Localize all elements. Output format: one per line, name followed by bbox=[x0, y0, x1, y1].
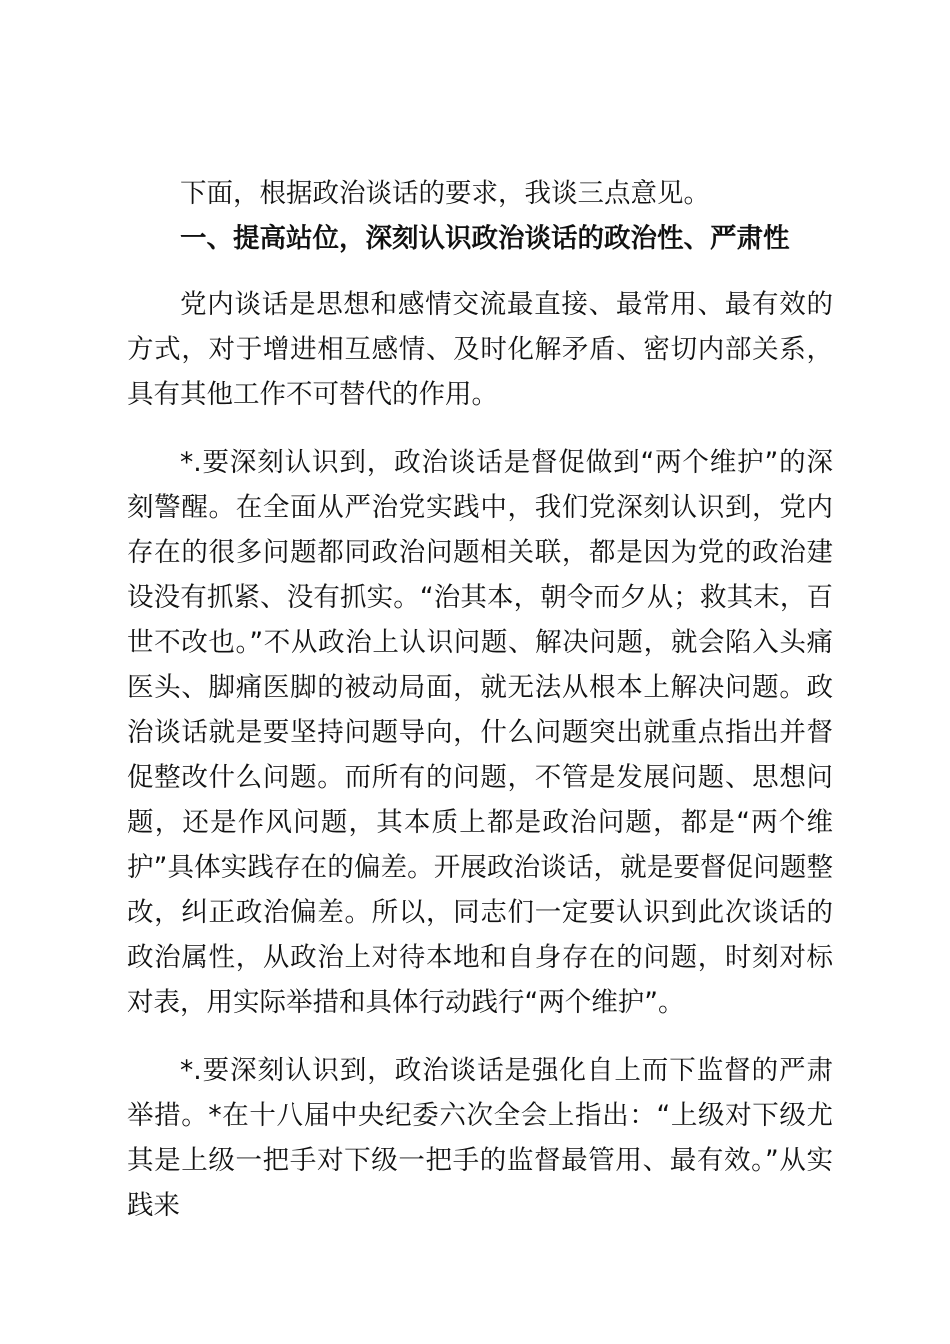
paragraph-2: *.要深刻认识到，政治谈话是督促做到“两个维护”的深刻警醒。在全面从严治党实践中，我们党深刻认识到，党内存在的很多问题都同政治问题相关联，都是因为党的政治建设没有抓紧、没有抓实。“治其本，朝令而夕从；救其末，百世不改也。”不从政治上认识问题、解决问题，就会陷入头痛医头、脚痛医脚的被动局面，就无法从根本上解决问题。政治谈话就是要坚持问题导向，什么问题突出就重点指出并督促整改什么问题。而所有的问题，不管是发展问题、思想问题，还是作风问题，其本质上都是政治问题，都是“两个维护”具体实践存在的偏差。开展政治谈话，就是要督促问题整改，纠正政治偏差。所以，同志们一定要认识到此次谈话的政治属性，从政治上对待本地和自身存在的问题，时刻对标对表，用实际举措和具体行动践行“两个维护”。 bbox=[127, 447, 833, 1018]
paragraph-1: 党内谈话是思想和感情交流最直接、最常用、最有效的方式，对于增进相互感情、及时化解矛盾、密切内部关系，具有其他工作不可替代的作用。 bbox=[127, 289, 833, 410]
paragraph-3: *.要深刻认识到，政治谈话是强化自上而下监督的严肃举措。*在十八届中央纪委六次全会上指出：“上级对下级尤其是上级一把手对下级一把手的监督最管用、最有效。”从实践来 bbox=[127, 1055, 833, 1221]
section-heading-1: 一、提高站位，深刻认识政治谈话的政治性、严肃性 bbox=[180, 223, 790, 254]
intro-paragraph: 下面，根据政治谈话的要求，我谈三点意见。 bbox=[180, 178, 710, 209]
document-body bbox=[127, 171, 833, 1228]
